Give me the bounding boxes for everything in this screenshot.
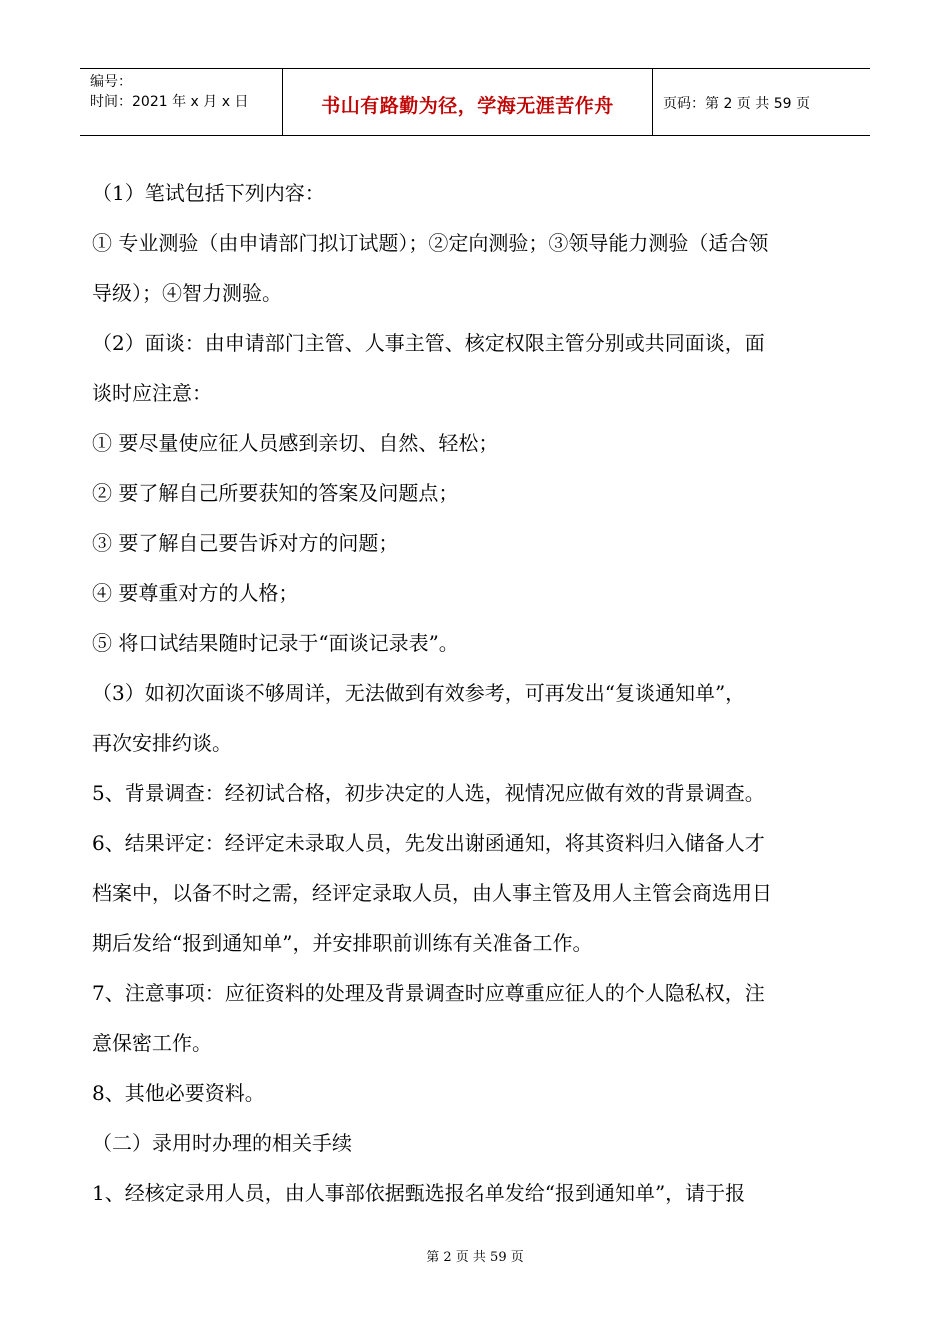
body-line: （1）笔试包括下列内容： [92,181,325,205]
page-footer: 第 2 页 共 59 页 [426,1250,524,1265]
body-line: 6、结果评定：经评定未录取人员，先发出谢函通知，将其资料归入储备人才 [92,831,765,855]
body-line: ⑤ 将口试结果随时记录于“面谈记录表”。 [92,631,459,655]
body-line: 意保密工作。 [92,1031,212,1055]
body-line: 1、经核定录用人员，由人事部依据甄选报名单发给“报到通知单”，请于报 [92,1181,746,1205]
document-body [92,168,862,1218]
body-line: 8、其他必要资料。 [92,1081,265,1105]
body-line: （3）如初次面谈不够周详，无法做到有效参考，可再发出“复谈通知单”， [92,681,746,705]
body-line: ④ 要尊重对方的人格； [92,581,299,605]
document-header [80,68,870,136]
body-line: 5、背景调查：经初试合格，初步决定的人选，视情况应做有效的背景调查。 [92,781,765,805]
body-line: 期后发给“报到通知单”，并安排职前训练有关准备工作。 [92,931,593,955]
header-page-info: 页码：第 2 页 共 59 页 [663,96,810,112]
body-line: ② 要了解自己所要获知的答案及问题点； [92,481,459,505]
body-line: 7、注意事项：应征资料的处理及背景调查时应尊重应征人的个人隐私权，注 [92,981,765,1005]
body-line: 再次安排约谈。 [92,731,232,755]
body-line: 导级）；④智力测验。 [92,281,282,305]
document-number-label: 编号： [90,74,132,90]
body-line: （2）面谈：由申请部门主管、人事主管、核定权限主管分别或共同面谈，面 [92,331,765,355]
body-line: 谈时应注意： [92,381,212,405]
body-line: ① 专业测验（由申请部门拟订试题）；②定向测验；③领导能力测验（适合领 [92,231,769,255]
body-line: ③ 要了解自己要告诉对方的问题； [92,531,399,555]
body-line: ① 要尽量使应征人员感到亲切、自然、轻松； [92,431,499,455]
header-meta [80,69,283,135]
document-time-label: 时间：2021 年 x 月 x 日 [90,94,249,110]
header-motto: 书山有路勤为径，学海无涯苦作舟 [283,69,653,135]
body-line: （二）录用时办理的相关手续 [92,1131,352,1155]
body-line: 档案中，以备不时之需，经评定录取人员，由人事主管及用人主管会商选用日 [92,881,772,905]
